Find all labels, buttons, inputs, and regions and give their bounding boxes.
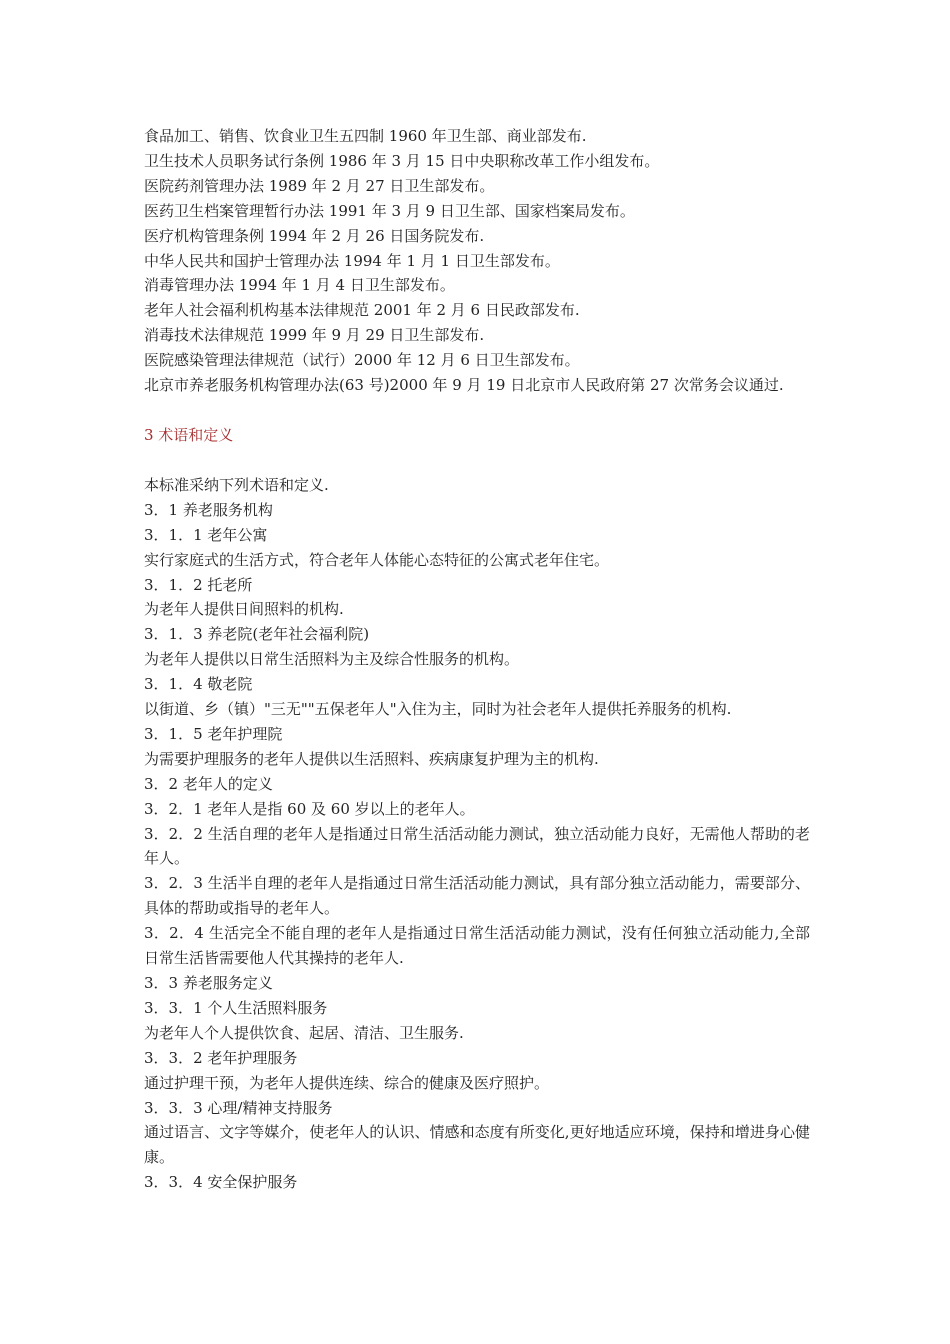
- term-heading: 3．1．3 养老院(老年社会福利院): [144, 625, 370, 644]
- term-heading: 3．2 老年人的定义: [144, 774, 273, 793]
- term-heading: 3．1．4 敬老院: [144, 675, 253, 694]
- term-definition: 3．2．4 生活完全不能自理的老年人是指通过日常生活活动能力测试，没有任何独立活动能力,全部日常生活皆需要他人代其操持的老年人.: [144, 924, 810, 968]
- intro-text: 本标准采纳下列术语和定义.: [144, 475, 329, 494]
- regulation-item: 卫生技术人员职务试行条例 1986 年 3 月 15 日中央职称改革工作小组发布。: [144, 151, 660, 170]
- regulation-item: 食品加工、销售、饮食业卫生五四制 1960 年卫生部、商业部发布.: [144, 127, 587, 145]
- term-heading: 3．3．2 老年护理服务: [144, 1048, 298, 1067]
- term-heading: 3．1．2 托老所: [144, 575, 253, 594]
- term-heading: 3．1．1 老年公寓: [144, 525, 268, 544]
- term-heading: 3．1．5 老年护理院: [144, 724, 283, 743]
- regulation-item: 医药卫生档案管理暂行办法 1991 年 3 月 9 日卫生部、国家档案局发布。: [144, 201, 635, 220]
- regulation-item: 老年人社会福利机构基本法律规范 2001 年 2 月 6 日民政部发布.: [144, 301, 580, 320]
- term-definition: 为需要护理服务的老年人提供以生活照料、疾病康复护理为主的机构.: [144, 749, 599, 768]
- term-definition: 为老年人提供以日常生活照料为主及综合性服务的机构。: [144, 650, 520, 669]
- regulation-item: 医院药剂管理办法 1989 年 2 月 27 日卫生部发布。: [144, 176, 495, 195]
- term-definition: 实行家庭式的生活方式，符合老年人体能心态特征的公寓式老年住宅。: [144, 550, 610, 569]
- regulation-item: 消毒技术法律规范 1999 年 9 月 29 日卫生部发布.: [144, 326, 485, 345]
- term-heading: 3．3．3 心理/精神支持服务: [144, 1098, 333, 1117]
- term-heading: 3．3．1 个人生活照料服务: [144, 998, 328, 1017]
- term-definition: 以街道、乡（镇）"三无""五保老年人"入住为主，同时为社会老年人提供托养服务的机构.: [144, 700, 732, 719]
- regulation-item: 医疗机构管理条例 1994 年 2 月 26 日国务院发布.: [144, 226, 485, 245]
- section-body: [144, 473, 810, 1195]
- regulation-list: [144, 124, 810, 398]
- term-definition: 为老年人个人提供饮食、起居、清洁、卫生服务.: [144, 1023, 464, 1042]
- regulation-item: 北京市养老服务机构管理办法(63 号)2000 年 9 月 19 日北京市人民政府第 27 次常务会议通过.: [144, 376, 784, 395]
- term-definition: 通过语言、文字等媒介，使老年人的认识、情感和态度有所变化,更好地适应环境，保持和增进身心健康。: [144, 1123, 810, 1167]
- term-heading: 3．3．4 安全保护服务: [144, 1173, 298, 1192]
- regulation-item: 医院感染管理法律规范（试行）2000 年 12 月 6 日卫生部发布。: [144, 351, 580, 370]
- document-page: [144, 124, 810, 1195]
- term-definition: 3．2．2 生活自理的老年人是指通过日常生活活动能力测试，独立活动能力良好，无需他人帮助的老年人。: [144, 824, 810, 868]
- term-heading: 3．3 养老服务定义: [144, 974, 273, 992]
- term-definition: 为老年人提供日间照料的机构.: [144, 600, 344, 619]
- regulation-item: 消毒管理办法 1994 年 1 月 4 日卫生部发布。: [144, 276, 455, 295]
- term-definition: 3．2．3 生活半自理的老年人是指通过日常生活活动能力测试，具有部分独立活动能力，需要部分、具体的帮助或指导的老年人。: [144, 874, 810, 918]
- section-heading: 3 术语和定义: [144, 425, 234, 444]
- term-definition: 3．2．1 老年人是指 60 及 60 岁以上的老年人。: [144, 799, 475, 818]
- regulation-item: 中华人民共和国护士管理办法 1994 年 1 月 1 日卫生部发布。: [144, 251, 560, 270]
- term-heading: 3．1 养老服务机构: [144, 500, 273, 519]
- term-definition: 通过护理干预，为老年人提供连续、综合的健康及医疗照护。: [144, 1073, 550, 1092]
